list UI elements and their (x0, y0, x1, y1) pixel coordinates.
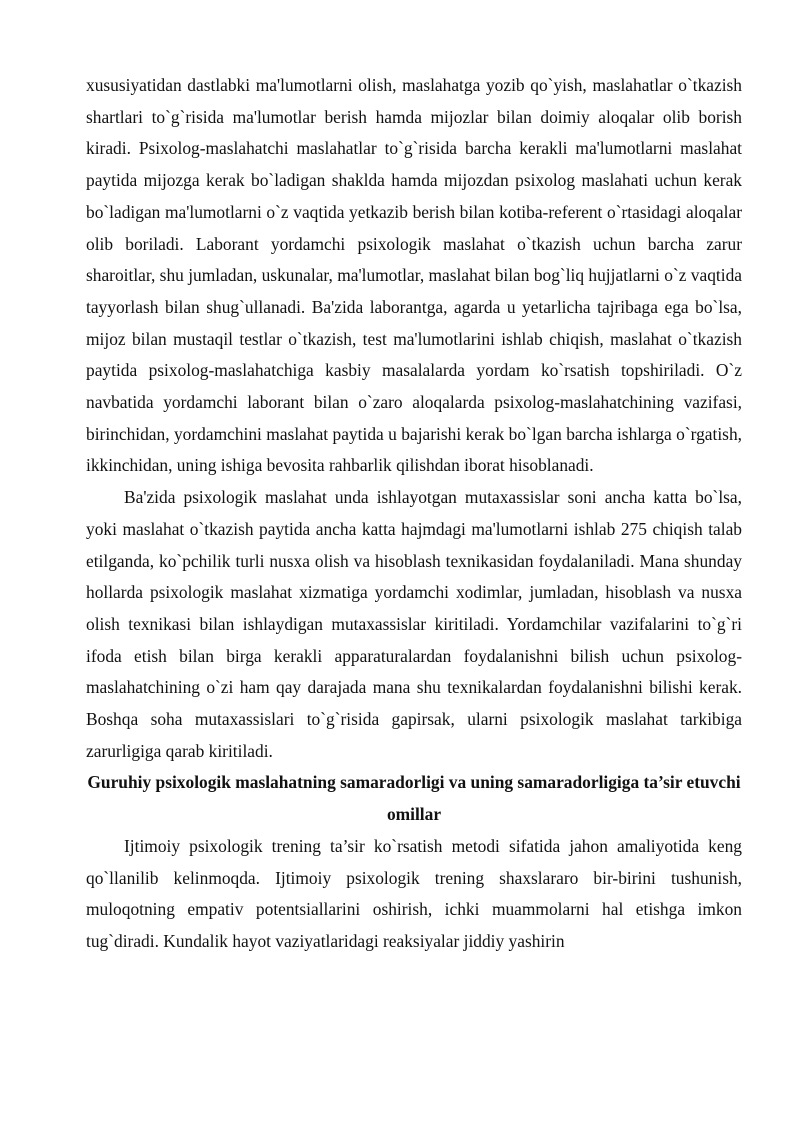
body-paragraph: xususiyatidan dastlabki ma'lumotlarni olish, maslahatga yozib qo`yish, maslahatlar o`tkazish shartlari to`g`risida ma'lumotlar berish hamda mijozlar bilan doimiy aloqalar olib borish kiradi. Psixolog-maslahatchi maslahatlar to`g`risida barcha kerakli ma'lumotlarni maslahat paytida mijozga kerak bo`ladigan shaklda hamda mijozdan psixolog maslahati uchun kerak bo`ladigan ma'lumotlarni o`z vaqtida yetkazib berish bilan kotiba-referent o`rtasidagi aloqalar olib boriladi. Laborant yordamchi psixologik maslahat o`tkazish uchun barcha zarur sharoitlar, shu jumladan, uskunalar, ma'lumotlar, maslahat bilan bog`liq hujjatlarni o`z vaqtida tayyorlash bilan shug`ullanadi. Ba'zida laborantga, agarda u yetarlicha tajribaga ega bo`lsa, mijoz bilan mustaqil testlar o`tkazish, test ma'lumotlarini ishlab chiqish, maslahat o`tkazish paytida psixolog-maslahatchiga kasbiy masalalarda yordam ko`rsatish topshiriladi. O`z navbatida yordamchi laborant bilan o`zaro aloqalarda psixolog-maslahatchining vazifasi, birinchidan, yordamchini maslahat paytida u bajarishi kerak bo`lgan barcha ishlarga o`rgatish, ikkinchidan, uning ishiga bevosita rahbarlik qilishdan iborat hisoblanadi. (86, 75, 742, 476)
section-heading: Guruhiy psixologik maslahatning samaradorligi va uning samaradorligiga ta’sir etuvchi omillar (87, 772, 741, 825)
document-page (86, 70, 742, 958)
body-paragraph: Ba'zida psixologik maslahat unda ishlayotgan mutaxassislar soni ancha katta bo`lsa, yoki maslahat o`tkazish paytida ancha katta hajmdagi ma'lumotlarni ishlab 275 chiqish talab etilganda, ko`pchilik turli nusxa olish va hisoblash texnikasidan foydalaniladi. Mana shunday hollarda psixologik maslahat xizmatiga yordamchi xodimlar, jumladan, hisoblash va nusxa olish texnikasi bilan ishlaydigan mutaxassislar kiritiladi. Yordamchilar vazifalarini to`g`ri ifoda etish bilan birga kerakli apparaturalardan foydalanishni bilish uchun psixolog-maslahatchining o`zi ham qay darajada mana shu texnikalardan foydalanishni bilishi kerak. Boshqa soha mutaxassislari to`g`risida gapirsak, ularni psixologik maslahat tarkibiga zarurligiga qarab kiritiladi. (86, 487, 742, 761)
body-paragraph: Ijtimoiy psixologik trening ta’sir ko`rsatish metodi sifatida jahon amaliyotida keng qo`llanilib kelinmoqda. Ijtimoiy psixologik trening shaxslararo bir-birini tushunish, muloqotning empativ potentsiallarini oshirish, ichki muammolarni hal etishga imkon tug`diradi. Kundalik hayot vaziyatlaridagi reaksiyalar jiddiy yashirin (86, 835, 742, 951)
